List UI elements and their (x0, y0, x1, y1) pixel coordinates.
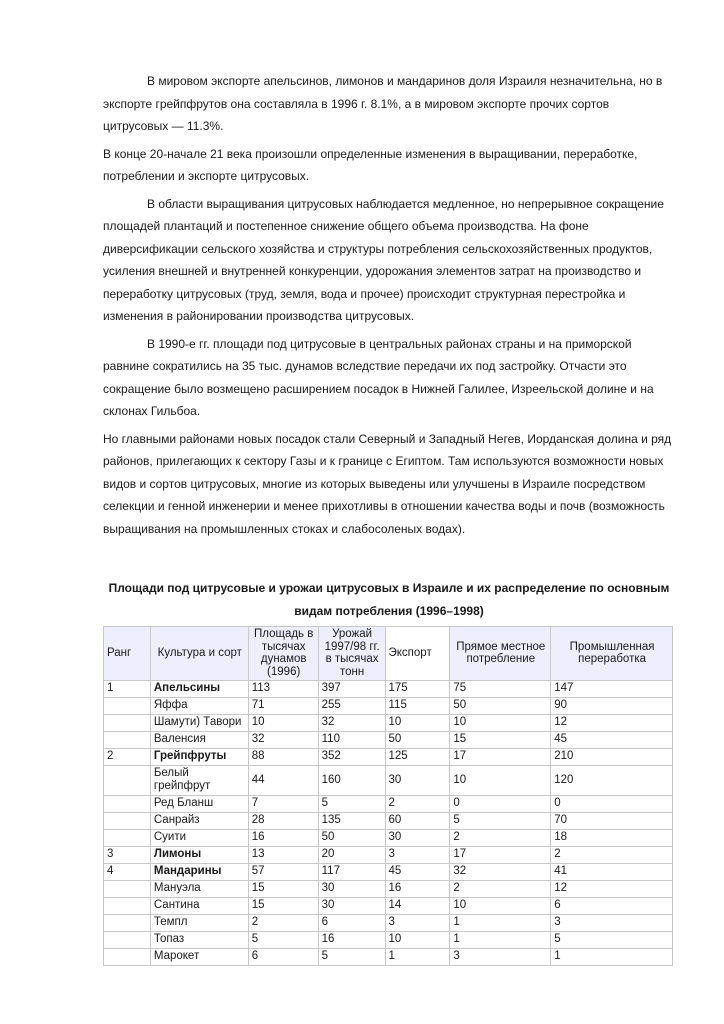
cell-local: 2 (450, 830, 551, 847)
cell-industry: 41 (551, 864, 673, 881)
cell-area: 28 (248, 813, 318, 830)
cell-industry: 5 (551, 932, 673, 949)
spacer (103, 545, 675, 577)
cell-industry: 210 (551, 749, 673, 766)
header-rank: Ранг (104, 627, 151, 681)
cell-local: 0 (450, 796, 551, 813)
cell-harvest: 20 (318, 847, 385, 864)
cell-export: 10 (385, 932, 450, 949)
cell-culture: Грейпфруты (150, 749, 248, 766)
cell-local: 17 (450, 847, 551, 864)
cell-industry: 12 (551, 881, 673, 898)
cell-harvest: 110 (318, 732, 385, 749)
cell-rank (104, 796, 151, 813)
table-row (104, 732, 673, 749)
cell-local: 75 (450, 681, 551, 698)
cell-rank (104, 813, 151, 830)
cell-rank: 1 (104, 681, 151, 698)
cell-area: 88 (248, 749, 318, 766)
cell-area: 13 (248, 847, 318, 864)
table-row (104, 915, 673, 932)
cell-culture: Лимоны (150, 847, 248, 864)
cell-culture: Шамути) Тавори (150, 715, 248, 732)
cell-harvest: 255 (318, 698, 385, 715)
cell-export: 60 (385, 813, 450, 830)
cell-harvest: 16 (318, 932, 385, 949)
cell-area: 6 (248, 949, 318, 966)
table-row (104, 681, 673, 698)
cell-industry: 2 (551, 847, 673, 864)
table-header-row (104, 627, 673, 681)
cell-local: 3 (450, 949, 551, 966)
cell-culture: Валенсия (150, 732, 248, 749)
cell-local: 1 (450, 915, 551, 932)
cell-export: 125 (385, 749, 450, 766)
citrus-table (103, 626, 673, 966)
header-harvest: Урожай 1997/98 гг. в тысячах тонн (318, 627, 385, 681)
cell-rank: 4 (104, 864, 151, 881)
cell-export: 45 (385, 864, 450, 881)
paragraph-export-share: В мировом экспорте апельсинов, лимонов и мандаринов доля Израиля незначительна, но в экспорте грейпфрутов она составляла в 1996 г. 8.1%, а в мировом экспорте прочих сортов цитрусовых — 11.3%. (103, 74, 663, 133)
cell-area: 15 (248, 898, 318, 915)
cell-export: 3 (385, 915, 450, 932)
paragraph-changes: В конце 20-начале 21 века произошли определенные изменения в выращивании, переработке, потреблении и экспорте цитрусовых. (103, 146, 638, 183)
cell-culture: Сантина (150, 898, 248, 915)
cell-rank: 2 (104, 749, 151, 766)
cell-local: 10 (450, 766, 551, 796)
cell-local: 2 (450, 881, 551, 898)
cell-export: 30 (385, 830, 450, 847)
table-row (104, 881, 673, 898)
cell-area: 10 (248, 715, 318, 732)
cell-industry: 18 (551, 830, 673, 847)
cell-local: 32 (450, 864, 551, 881)
cell-culture: Мануэла (150, 881, 248, 898)
paragraph-cultivation: В области выращивания цитрусовых наблюдается медленное, но непрерывное сокращение площадей плантаций и постепенное снижение общего объема производства. На фоне диверсификации сельского хозяйства и структуры потребления сельскохозяйственных продуктов, усиления внешней и внутренней конкуренции, удорожания элементов затрат на производство и переработку цитрусовых (труд, земля, вода и прочее) происходит структурная перестройка и изменения в районировании производства цитрусовых. (103, 196, 664, 323)
cell-harvest: 32 (318, 715, 385, 732)
cell-industry: 147 (551, 681, 673, 698)
table-row (104, 766, 673, 796)
table-row (104, 898, 673, 915)
header-export: Экспорт (385, 627, 450, 681)
cell-area: 16 (248, 830, 318, 847)
cell-area: 15 (248, 881, 318, 898)
cell-export: 3 (385, 847, 450, 864)
document-page (103, 70, 675, 966)
cell-rank (104, 949, 151, 966)
cell-rank: 3 (104, 847, 151, 864)
cell-area: 57 (248, 864, 318, 881)
table-row (104, 949, 673, 966)
cell-harvest: 117 (318, 864, 385, 881)
table-row (104, 932, 673, 949)
cell-culture: Марокет (150, 949, 248, 966)
cell-harvest: 352 (318, 749, 385, 766)
paragraph-1990s: В 1990-е гг. площади под цитрусовые в центральных районах страны и на приморской равнине сократились на 35 тыс. дунамов вследствие передачи их под застройку. Отчасти это сокращение было возмещено расширением посадок в Нижней Галилее, Изреельской долине и на склонах Гильбоа. (103, 336, 654, 418)
cell-export: 2 (385, 796, 450, 813)
cell-culture: Ред Бланш (150, 796, 248, 813)
table-row (104, 698, 673, 715)
cell-industry: 120 (551, 766, 673, 796)
cell-export: 1 (385, 949, 450, 966)
cell-rank (104, 915, 151, 932)
table-row (104, 796, 673, 813)
cell-export: 16 (385, 881, 450, 898)
header-area: Площадь в тысячах дунамов (1996) (248, 627, 318, 681)
cell-industry: 1 (551, 949, 673, 966)
cell-harvest: 6 (318, 915, 385, 932)
cell-area: 7 (248, 796, 318, 813)
cell-local: 1 (450, 932, 551, 949)
cell-harvest: 160 (318, 766, 385, 796)
cell-rank (104, 766, 151, 796)
cell-rank (104, 715, 151, 732)
cell-rank (104, 881, 151, 898)
table-body (104, 681, 673, 966)
header-local-consumption: Прямое местное потребление (450, 627, 551, 681)
table-row (104, 715, 673, 732)
cell-culture: Санрайз (150, 813, 248, 830)
cell-harvest: 30 (318, 881, 385, 898)
cell-local: 17 (450, 749, 551, 766)
cell-harvest: 50 (318, 830, 385, 847)
paragraph-new-regions: Но главными районами новых посадок стали Северный и Западный Негев, Иорданская долина и ряд районов, прилегающих к сектору Газы и к границе с Египтом. Там используются возможности новых видов и сортов цитрусовых, многие из которых выведены или улучшены в Израиле посредством селекции и генной инженерии и менее прихотливы в отношении качества воды и почв (возможность выращивания на промышленных стоках и слабосоленых водах). (103, 431, 672, 536)
cell-rank (104, 932, 151, 949)
cell-culture: Апельсины (150, 681, 248, 698)
cell-industry: 90 (551, 698, 673, 715)
cell-harvest: 135 (318, 813, 385, 830)
cell-industry: 3 (551, 915, 673, 932)
cell-export: 30 (385, 766, 450, 796)
cell-export: 115 (385, 698, 450, 715)
cell-culture: Суити (150, 830, 248, 847)
cell-rank (104, 898, 151, 915)
cell-harvest: 5 (318, 949, 385, 966)
cell-industry: 12 (551, 715, 673, 732)
cell-culture: Топаз (150, 932, 248, 949)
cell-area: 5 (248, 932, 318, 949)
cell-local: 5 (450, 813, 551, 830)
table-row (104, 813, 673, 830)
cell-export: 10 (385, 715, 450, 732)
cell-rank (104, 732, 151, 749)
cell-area: 32 (248, 732, 318, 749)
cell-industry: 70 (551, 813, 673, 830)
table-row (104, 847, 673, 864)
cell-local: 10 (450, 898, 551, 915)
cell-culture: Белый грейпфрут (150, 766, 248, 796)
cell-harvest: 5 (318, 796, 385, 813)
cell-export: 50 (385, 732, 450, 749)
cell-local: 15 (450, 732, 551, 749)
table-caption: Площади под цитрусовые и урожаи цитрусовых в Израиле и их распределение по основным видам потребления (1996–1998) (108, 581, 670, 618)
cell-industry: 6 (551, 898, 673, 915)
table-row (104, 864, 673, 881)
cell-local: 50 (450, 698, 551, 715)
table-row (104, 830, 673, 847)
cell-industry: 45 (551, 732, 673, 749)
cell-rank (104, 698, 151, 715)
cell-export: 175 (385, 681, 450, 698)
cell-culture: Яффа (150, 698, 248, 715)
cell-area: 2 (248, 915, 318, 932)
header-industrial-processing: Промышленная переработка (551, 627, 673, 681)
cell-rank (104, 830, 151, 847)
cell-export: 14 (385, 898, 450, 915)
cell-culture: Мандарины (150, 864, 248, 881)
table-row (104, 749, 673, 766)
header-culture: Культура и сорт (150, 627, 248, 681)
cell-area: 71 (248, 698, 318, 715)
cell-harvest: 397 (318, 681, 385, 698)
cell-local: 10 (450, 715, 551, 732)
cell-industry: 0 (551, 796, 673, 813)
cell-area: 44 (248, 766, 318, 796)
cell-culture: Темпл (150, 915, 248, 932)
cell-area: 113 (248, 681, 318, 698)
cell-harvest: 30 (318, 898, 385, 915)
